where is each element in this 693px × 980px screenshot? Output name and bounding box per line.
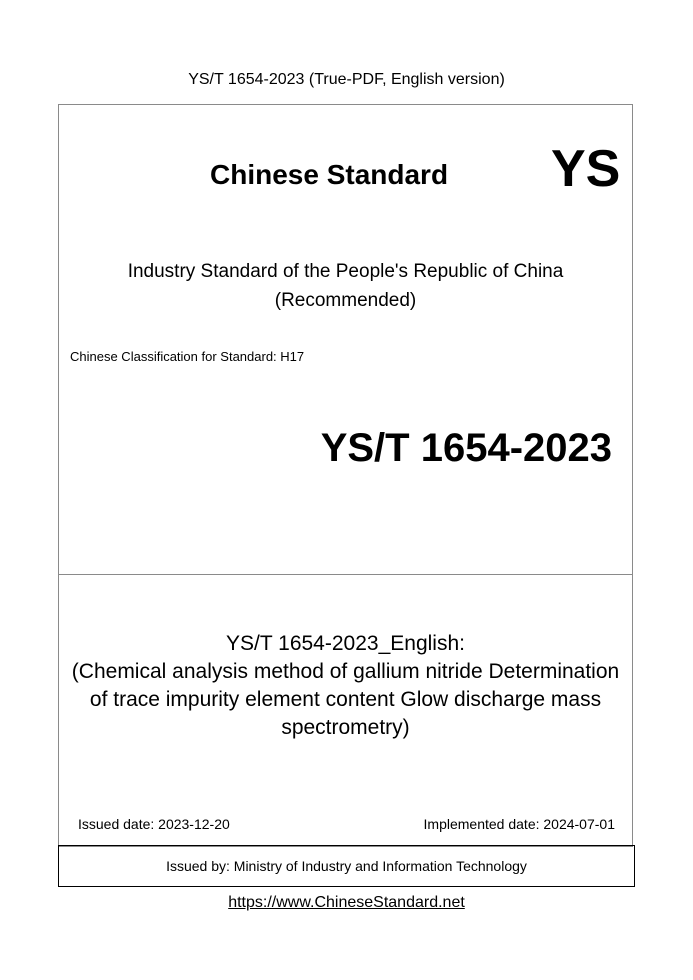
description-line-1: YS/T 1654-2023_English: xyxy=(226,632,465,655)
standard-description xyxy=(58,630,633,742)
description-line-2: (Chemical analysis method of gallium nitride Determination xyxy=(71,660,620,683)
frame-divider xyxy=(58,574,633,575)
description-line-4: spectrometry) xyxy=(281,716,410,739)
issuer-box xyxy=(58,845,635,887)
website-link[interactable]: https://www.ChineseStandard.net xyxy=(228,894,465,911)
classification-label: Chinese Classification for Standard: H17 xyxy=(70,349,305,364)
industry-line: Industry Standard of the People's Republic of China xyxy=(127,261,564,282)
recommended-line: (Recommended) xyxy=(274,290,417,311)
industry-standard-block xyxy=(58,257,633,315)
footer xyxy=(0,893,693,913)
description-line-3: of trace impurity element content Glow discharge mass xyxy=(89,688,602,711)
page-header: YS/T 1654-2023 (True-PDF, English version) xyxy=(188,71,505,88)
issuer-text: Issued by: Ministry of Industry and Information Technology xyxy=(166,858,527,874)
standard-number: YS/T 1654-2023 xyxy=(320,426,612,470)
standard-mark: YS xyxy=(551,140,621,198)
standard-title: Chinese Standard xyxy=(210,159,449,190)
issued-date: Issued date: 2023-12-20 xyxy=(78,816,230,832)
implemented-date: Implemented date: 2024-07-01 xyxy=(423,816,615,832)
